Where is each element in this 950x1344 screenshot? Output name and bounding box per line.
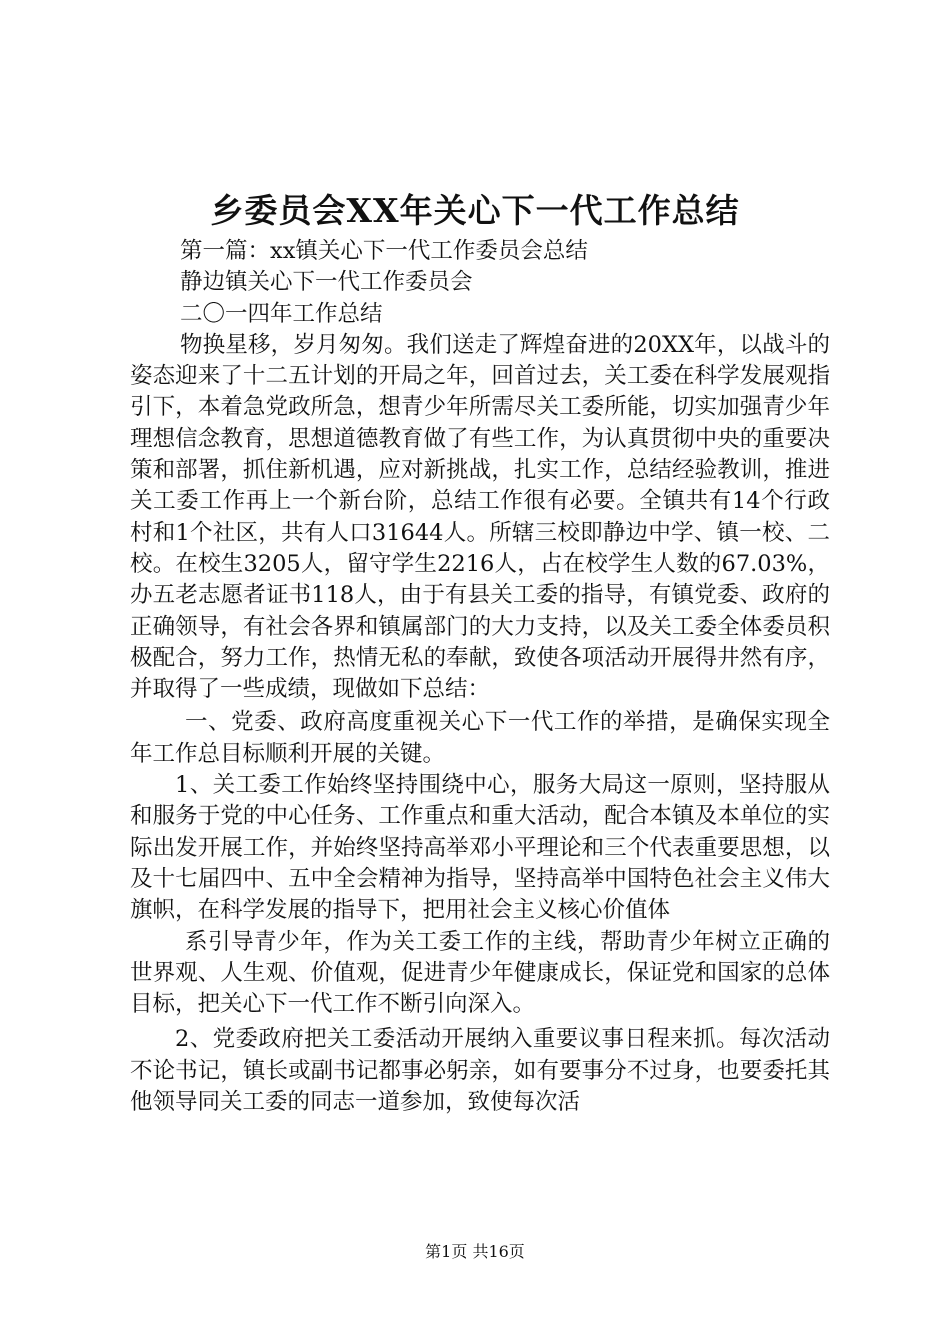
paragraph-item-1: 1、关工委工作始终坚持围绕中心，服务大局这一原则，坚持服从和服务于党的中心任务、工作重点和重大活动，配合本镇及本单位的实际出发开展工作，并始终坚持高举邓小平理论和三个代表重要思想，以及十七届四中、五中全会精神为指导，坚持高举中国特色社会主义伟大旗帜，在科学发展的指导下，把用社会主义核心价值体 (130, 772, 830, 924)
paragraph-item-1-cont: 系引导青少年，作为关工委工作的主线，帮助青少年树立正确的世界观、人生观、价值观，促进青少年健康成长，保证党和国家的总体目标，把关心下一代工作不断引向深入。 (130, 928, 830, 1018)
document-body (130, 236, 830, 1118)
page-footer: 第1页 共16页 (425, 1242, 525, 1261)
paragraph-org-name: 静边镇关心下一代工作委员会 (180, 269, 473, 296)
paragraph-report-year: 二〇一四年工作总结 (180, 300, 383, 327)
paragraph-section-1: 一、党委、政府高度重视关心下一代工作的举措，是确保实现全年工作总目标顺利开展的关键。 (130, 709, 830, 767)
paragraph-intro: 物换星移，岁月匆匆。我们送走了辉煌奋进的20XX年，以战斗的姿态迎来了十二五计划的开局之年，回首过去，关工委在科学发展观指引下，本着急党政所急，想青少年所需尽关工委所能，切实加强青少年理想信念教育，思想道德教育做了有些工作，为认真贯彻中央的重要决策和部署，抓住新机遇，应对新挑战，扎实工作，总结经验教训，推进关工委工作再上一个新台阶，总结工作很有必要。全镇共有14个行政村和1个社区，共有人口31644人。所辖三校即静边中学、镇一校、二校。在校生3205人，留守学生2216人，占在校学生人数的67.03%，办五老志愿者证书118人，由于有县关工委的指导，有镇党委、政府的正确领导，有社会各界和镇属部门的大力支持，以及关工委全体委员积极配合，努力工作，热情无私的奉献，致使各项活动开展得井然有序，并取得了一些成绩，现做如下总结： (130, 331, 830, 703)
document-title: 乡委员会XX年关心下一代工作总结 (210, 191, 740, 230)
paragraph-item-2: 2、党委政府把关工委活动开展纳入重要议事日程来抓。每次活动不论书记，镇长或副书记都事必躬亲，如有要事分不过身，也要委托其他领导同关工委的同志一道参加，致使每次活 (130, 1026, 830, 1116)
paragraph-heading-1: 第一篇：xx镇关心下一代工作委员会总结 (180, 238, 588, 264)
